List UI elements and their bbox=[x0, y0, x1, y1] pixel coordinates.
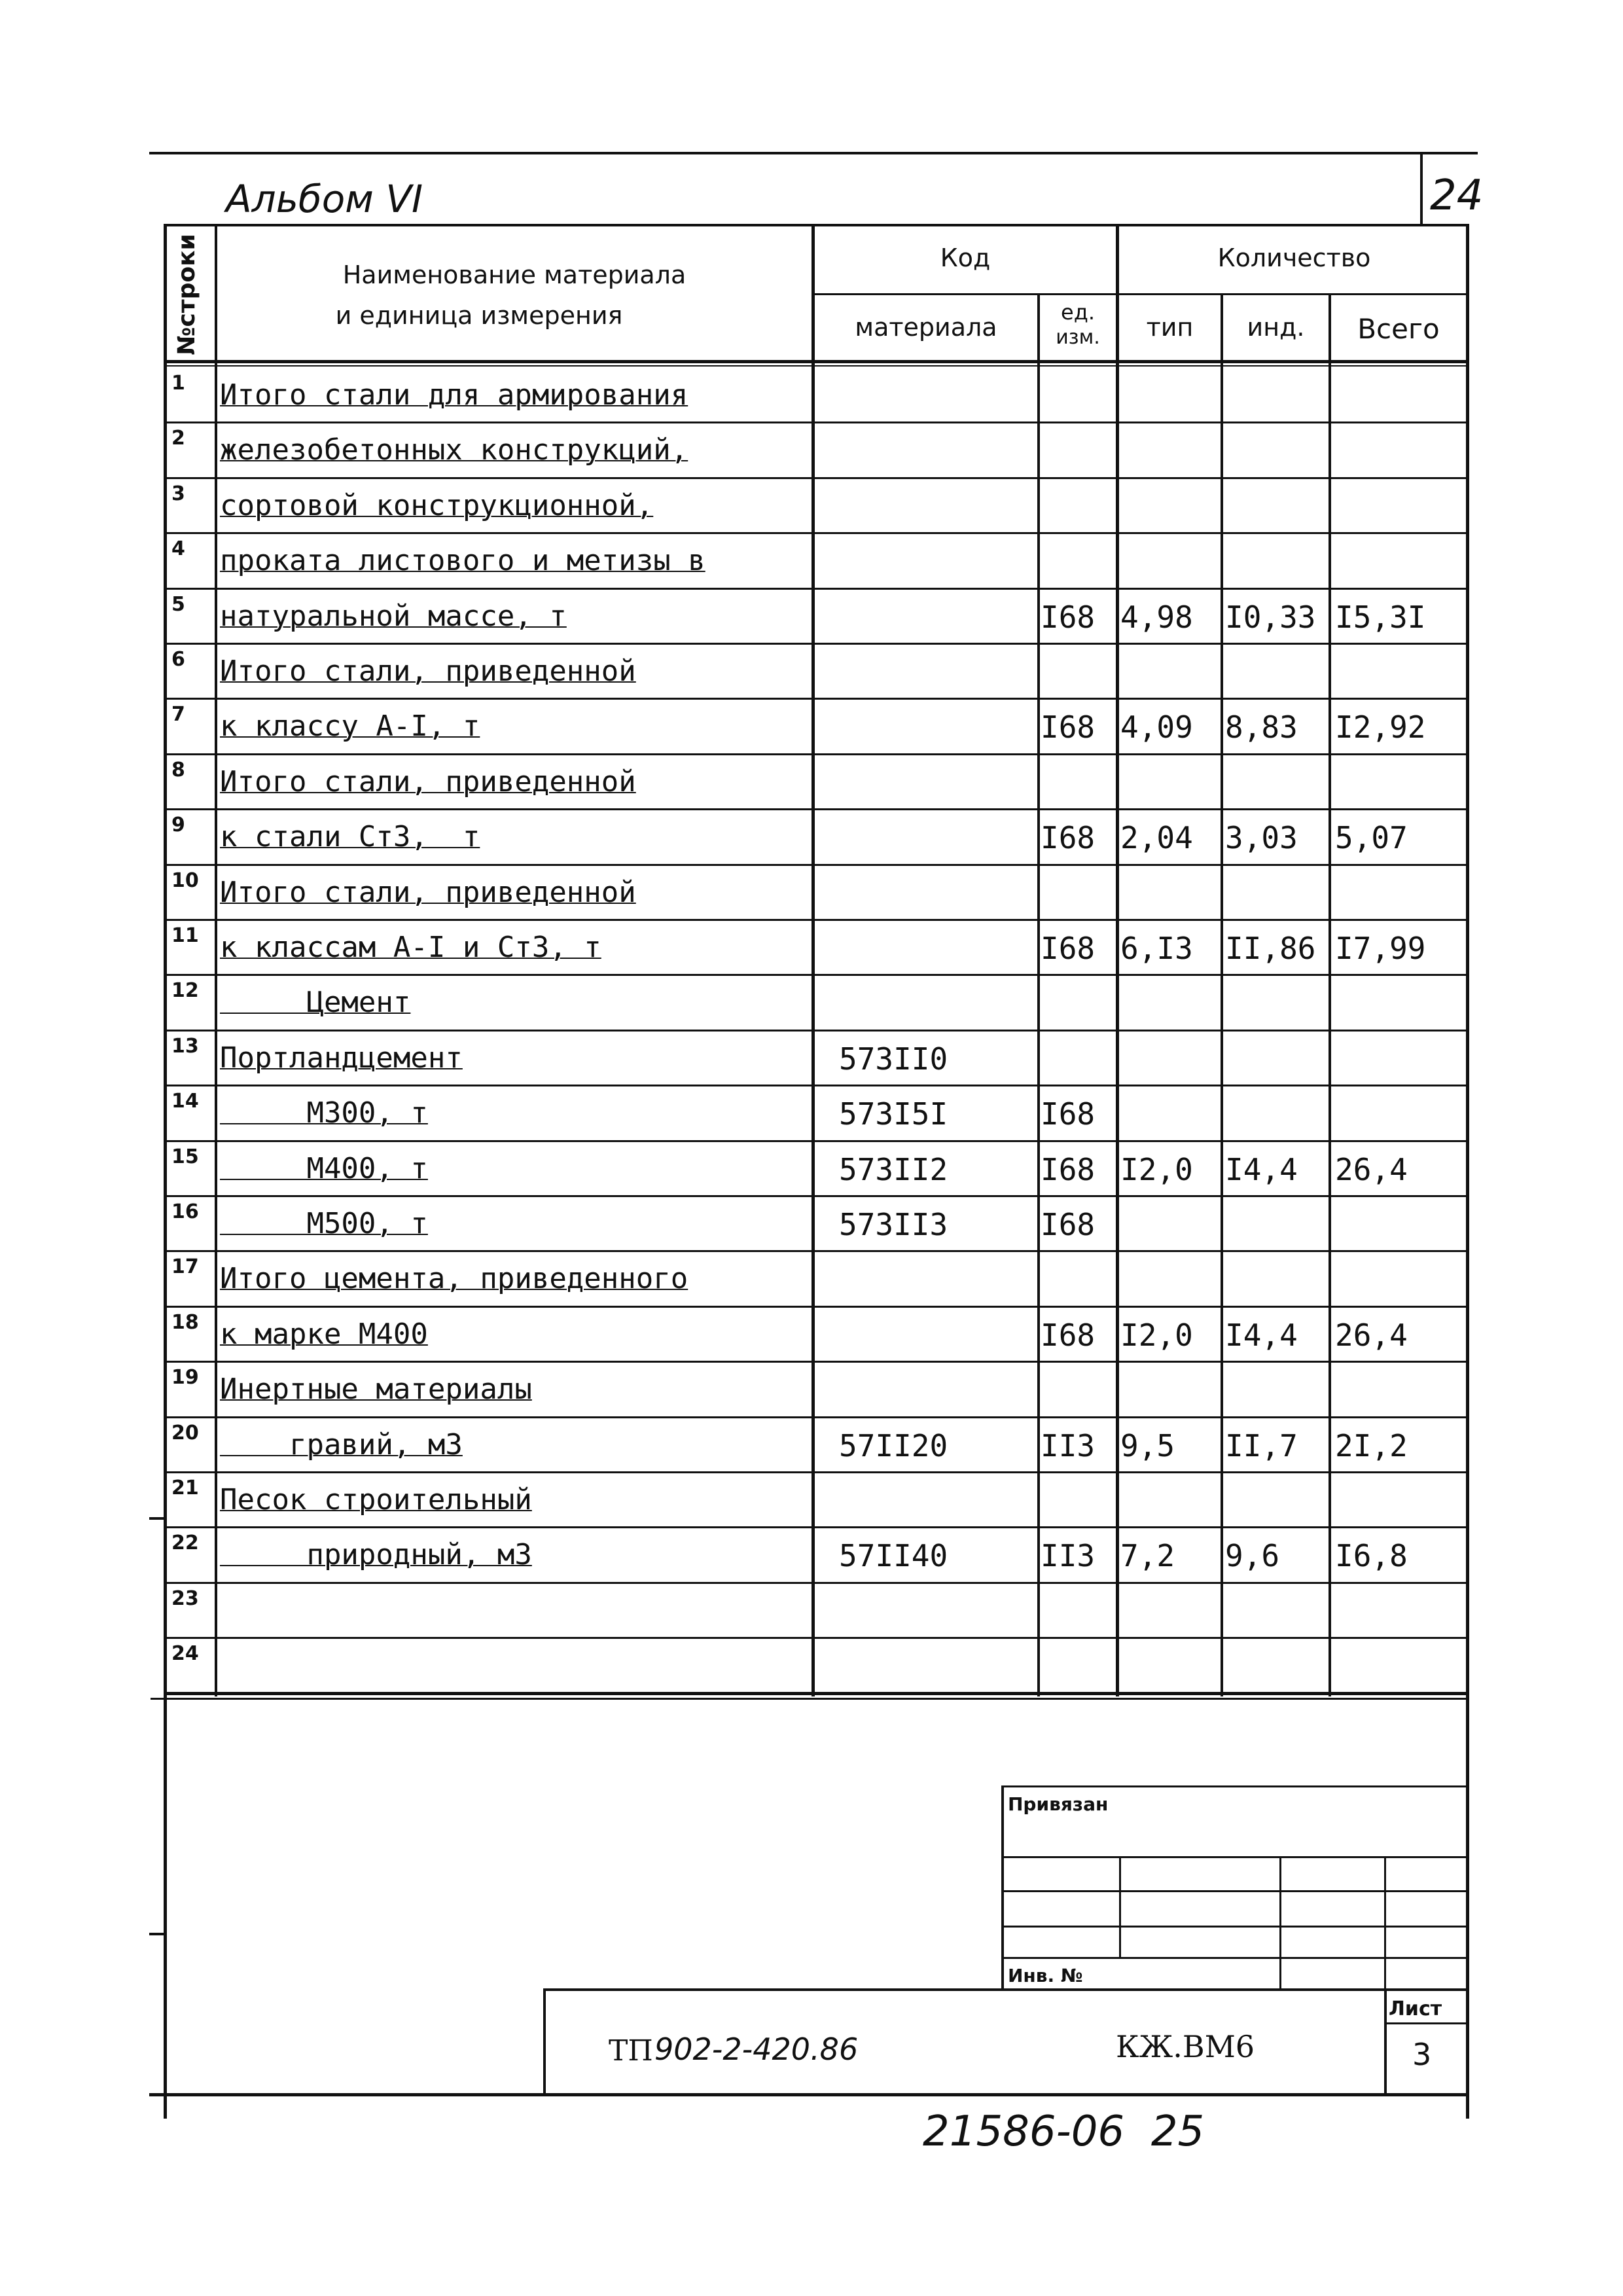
row-number: 16 bbox=[171, 1200, 199, 1223]
cell-name: Итого стали, приведенной bbox=[220, 655, 636, 688]
cell-name: М500, т bbox=[220, 1207, 428, 1240]
cell-total: I7,99 bbox=[1335, 931, 1426, 966]
cell-unit: II3 bbox=[1041, 1428, 1096, 1463]
row-number: 6 bbox=[171, 648, 185, 671]
cell-name: железобетонных конструкций, bbox=[220, 433, 688, 467]
cell-code: 573I5I bbox=[839, 1096, 948, 1132]
sheet-number: 3 bbox=[1412, 2037, 1432, 2072]
row-number: 2 bbox=[171, 427, 185, 450]
cell-type: 7,2 bbox=[1120, 1538, 1175, 1573]
row-number: 20 bbox=[171, 1422, 199, 1444]
row-number: 11 bbox=[171, 924, 199, 947]
cell-total: 5,07 bbox=[1335, 820, 1408, 855]
cell-name: М400, т bbox=[220, 1152, 428, 1185]
row-number: 8 bbox=[171, 759, 185, 781]
cell-name: Итого цемента, приведенного bbox=[220, 1262, 688, 1295]
cell-name: Итого стали, приведенной bbox=[220, 765, 636, 798]
cell-ind: II,7 bbox=[1225, 1428, 1298, 1463]
name-header-line2: и единица измерения bbox=[335, 301, 623, 330]
cell-unit: I68 bbox=[1041, 820, 1096, 855]
row-number: 19 bbox=[171, 1366, 199, 1389]
row-number: 9 bbox=[171, 814, 185, 836]
cell-ind: 9,6 bbox=[1225, 1538, 1280, 1573]
row-number: 24 bbox=[171, 1642, 199, 1665]
unit-header-line1: ед. bbox=[1061, 300, 1095, 325]
cell-name: Песок строительный bbox=[220, 1483, 532, 1516]
cell-type: 4,09 bbox=[1120, 709, 1193, 745]
cell-name: к классам А-I и Ст3, т bbox=[220, 931, 601, 964]
row-number: 23 bbox=[171, 1587, 199, 1610]
unit-header-line2: изм. bbox=[1056, 326, 1100, 349]
cell-type: 6,I3 bbox=[1120, 931, 1193, 966]
cell-total: I5,3I bbox=[1335, 600, 1426, 635]
cell-unit: II3 bbox=[1041, 1538, 1096, 1573]
cell-name: гравий, м3 bbox=[220, 1428, 463, 1462]
code-material-header: материала bbox=[855, 313, 997, 342]
cell-name: к классу А-I, т bbox=[220, 709, 480, 743]
cell-unit: I68 bbox=[1041, 1207, 1096, 1242]
cell-total: 26,4 bbox=[1335, 1152, 1408, 1187]
project-prefix: ТП bbox=[609, 2034, 653, 2068]
cell-code: 57II20 bbox=[839, 1428, 948, 1463]
cell-ind: II,86 bbox=[1225, 931, 1316, 966]
project-number: 902-2-420.86 bbox=[654, 2032, 859, 2067]
cell-ind: I0,33 bbox=[1225, 600, 1316, 635]
sheet-label: Лист bbox=[1389, 1998, 1442, 2020]
row-number: 17 bbox=[171, 1255, 199, 1278]
row-number: 18 bbox=[171, 1311, 199, 1334]
cell-total: I6,8 bbox=[1335, 1538, 1408, 1573]
cell-total: I2,92 bbox=[1335, 709, 1426, 745]
inventory-label: Инв. № bbox=[1008, 1965, 1083, 1986]
corner-sheet-number: 24 bbox=[1430, 171, 1484, 220]
cell-code: 573II2 bbox=[839, 1152, 948, 1187]
row-number: 22 bbox=[171, 1532, 199, 1554]
cell-ind: I4,4 bbox=[1225, 1152, 1298, 1187]
cell-name: М300, т bbox=[220, 1096, 428, 1130]
cell-unit: I68 bbox=[1041, 709, 1096, 745]
row-number: 7 bbox=[171, 703, 185, 726]
cell-type: I2,0 bbox=[1120, 1318, 1193, 1353]
row-number: 1 bbox=[171, 372, 185, 395]
cell-code: 57II40 bbox=[839, 1538, 948, 1573]
document-code: КЖ.ВМ6 bbox=[1116, 2029, 1255, 2064]
name-header-line1: Наименование материала bbox=[342, 260, 687, 289]
row-number: 14 bbox=[171, 1090, 199, 1113]
cell-name: Портландцемент bbox=[220, 1041, 463, 1075]
cell-unit: I68 bbox=[1041, 931, 1096, 966]
cell-ind: 8,83 bbox=[1225, 709, 1298, 745]
cell-total: 2I,2 bbox=[1335, 1428, 1408, 1463]
cell-type: 4,98 bbox=[1120, 600, 1193, 635]
row-number: 13 bbox=[171, 1035, 199, 1058]
cell-ind: 3,03 bbox=[1225, 820, 1298, 855]
cell-unit: I68 bbox=[1041, 1096, 1096, 1132]
row-number: 5 bbox=[171, 593, 185, 616]
row-number-header: №строки bbox=[173, 234, 200, 355]
row-number: 10 bbox=[171, 869, 199, 892]
total-header: Всего bbox=[1357, 313, 1440, 345]
cell-name: сортовой конструкционной, bbox=[220, 489, 654, 522]
cell-code: 573II3 bbox=[839, 1207, 948, 1242]
cell-unit: I68 bbox=[1041, 1152, 1096, 1187]
cell-type: I2,0 bbox=[1120, 1152, 1193, 1187]
code-group-header: Код bbox=[940, 243, 991, 272]
cell-unit: I68 bbox=[1041, 600, 1096, 635]
row-number: 21 bbox=[171, 1477, 199, 1499]
cell-name: Итого стали, приведенной bbox=[220, 876, 636, 909]
row-number: 4 bbox=[171, 537, 185, 560]
quantity-group-header: Количество bbox=[1217, 243, 1371, 272]
cell-name: Инертные материалы bbox=[220, 1372, 532, 1406]
ind-header: инд. bbox=[1247, 313, 1305, 342]
cell-name: Итого стали для армирования bbox=[220, 378, 688, 412]
handwritten-footer: 21586-06 25 bbox=[923, 2108, 1205, 2156]
cell-name: природный, м3 bbox=[220, 1538, 532, 1571]
cell-code: 573II0 bbox=[839, 1041, 948, 1077]
cell-name: натуральной массе, т bbox=[220, 600, 567, 633]
row-number: 12 bbox=[171, 979, 199, 1002]
type-header: тип bbox=[1146, 313, 1194, 342]
row-number: 3 bbox=[171, 482, 185, 505]
cell-type: 9,5 bbox=[1120, 1428, 1175, 1463]
cell-ind: I4,4 bbox=[1225, 1318, 1298, 1353]
cell-name: Цемент bbox=[220, 986, 411, 1019]
cell-unit: I68 bbox=[1041, 1318, 1096, 1353]
album-label: Альбом VI bbox=[226, 177, 423, 221]
cell-name: к марке М400 bbox=[220, 1318, 428, 1351]
cell-type: 2,04 bbox=[1120, 820, 1193, 855]
row-number: 15 bbox=[171, 1145, 199, 1168]
bound-label: Привязан bbox=[1008, 1793, 1109, 1815]
cell-name: к стали Ст3, т bbox=[220, 820, 480, 853]
cell-name: проката листового и метизы в bbox=[220, 544, 705, 577]
cell-total: 26,4 bbox=[1335, 1318, 1408, 1353]
